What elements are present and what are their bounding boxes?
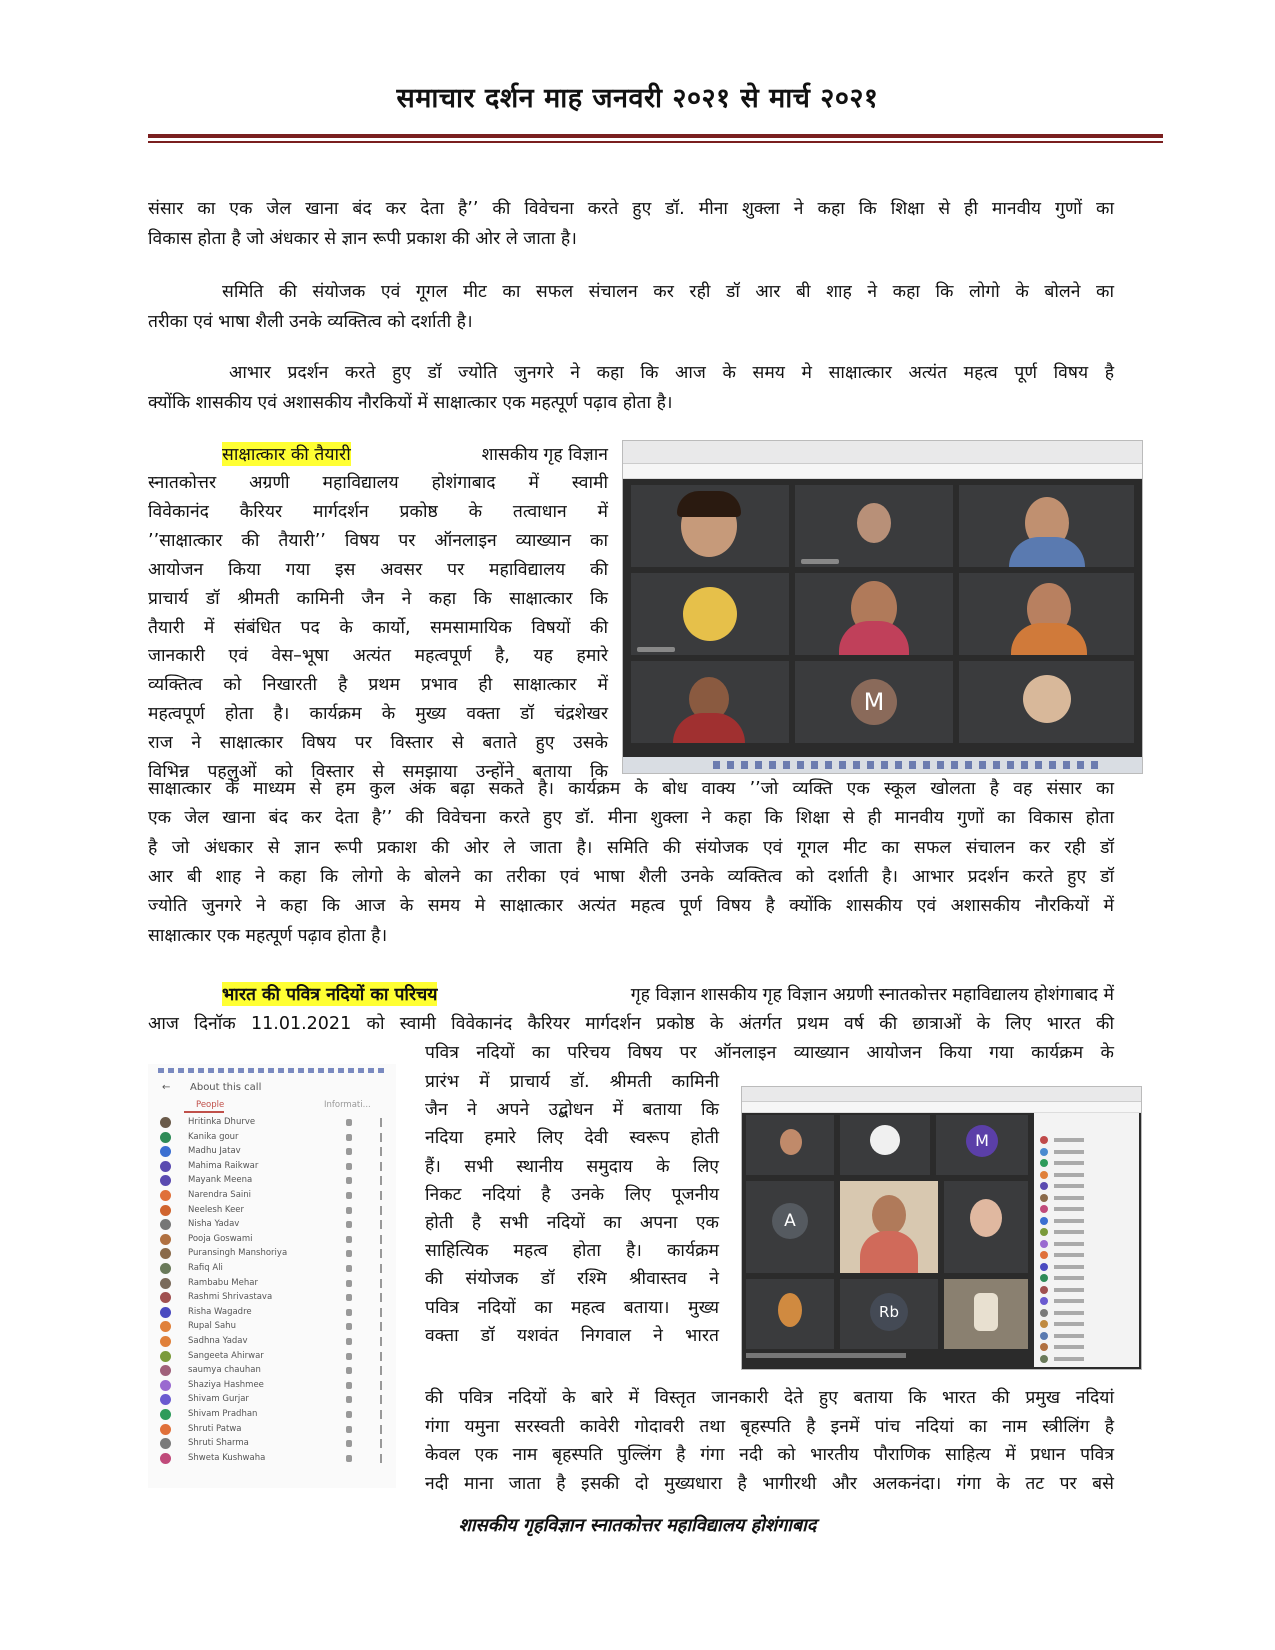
sidebar-participant[interactable] [1040,1181,1135,1191]
article2-bottom-line: केवल एक नाम बृहस्पति पुल्लिंग है गंगा नदी को भारतीय पौराणिक साहित्य में प्रधान पवित्र [425,1445,1114,1465]
mic-icon [346,1440,352,1447]
name-placeholder [1054,1288,1084,1292]
sidebar-participant[interactable] [1040,1250,1135,1260]
video-tile [631,573,789,655]
article1-side-line: आयोजन किया गया इस अवसर पर महाविद्यालय की [148,559,608,580]
mic-icon [346,1192,352,1199]
sidebar-participant[interactable] [1040,1308,1135,1318]
more-options-icon[interactable] [380,1118,382,1127]
name-placeholder [1054,1357,1084,1361]
tab-information[interactable]: Informati... [324,1100,371,1110]
name-placeholder [1054,1276,1084,1280]
more-options-icon[interactable] [380,1191,382,1200]
avatar [160,1263,171,1274]
mic-icon [346,1177,352,1184]
participant-name: Neelesh Keer [188,1204,245,1215]
article1-side-line: विभिन्न पहलुओं को विस्तार से समझाया उन्होंने बताया कि [148,762,608,782]
mic-icon [346,1323,352,1330]
article2-narrow-line: वक्ता डॉ यशवंत निगवाल ने भारत [425,1325,719,1346]
video-tile-speaker [840,1181,938,1273]
name-placeholder [1054,1184,1084,1188]
article1-body-line: आर बी शाह ने कहा कि लोगो के बोलने का तरीका एवं भाषा शैली उनके व्यक्तित्व को दर्शाती है। आभार प्रदर्शन करते हुए डॉ [148,866,1114,887]
participant-row[interactable] [148,1145,396,1159]
mic-icon [346,1119,352,1126]
intro-para1-line2: विकास होता है जो अंधकार से ज्ञान रूपी प्रकाश की ओर ले जाता है। [148,229,577,249]
participant-name: Kanika gour [188,1131,239,1142]
participant-row[interactable] [148,1423,396,1437]
avatar [1040,1159,1048,1167]
article1-side-line: ’’साक्षात्कार की तैयारी’’ विषय पर ऑनलाइन व्याख्यान का [148,530,608,551]
participant-row[interactable] [148,1116,396,1130]
article2-bottom-line: की पवित्र नदियों के बारे में विस्तृत जानकारी देते हुए बताया कि भारत की प्रमुख नदियां [425,1388,1114,1408]
article1-side-line: विवेकानंद कैरियर मार्गदर्शन प्रकोष्ठ के तत्वाधान में [148,501,608,522]
article2-narrow-line: पवित्र नदियों का महत्व बताया। मुख्य [425,1297,719,1318]
mic-icon [346,1411,352,1418]
header-rule-thin [148,141,1163,143]
article1-side-line: महत्वपूर्ण होता है। कार्यक्रम के मुख्य वक्ता डॉ चंद्रशेखर [148,704,608,725]
participant-name: saumya chauhan [188,1365,261,1376]
mic-icon [346,1382,352,1389]
article1-heading: साक्षात्कार की तैयारी [222,442,351,466]
video-tile [746,1279,834,1349]
more-options-icon[interactable] [380,1249,382,1258]
back-arrow-icon[interactable]: ← [162,1082,171,1093]
participant-row[interactable] [148,1233,396,1247]
more-options-icon[interactable] [380,1133,382,1142]
article1-first-line: साक्षात्कार की तैयारी शासकीय गृह विज्ञान [222,442,608,466]
avatar [1040,1228,1048,1236]
status-bar [158,1068,386,1073]
page-title: समाचार दर्शन माह जनवरी २०२१ से मार्च २०२१ [396,83,879,114]
participants-list [148,1116,396,1488]
mic-icon [346,1250,352,1257]
more-options-icon[interactable] [380,1176,382,1185]
participant-name: Narendra Saini [188,1190,252,1200]
article1-side-line: तैयारी में संबंधित पद के कार्यो, समसामायिक विषयों की [148,617,608,638]
browser-address-bar [623,464,1142,479]
article1-body-line: ज्योति जुनगरे ने कहा कि आज के समय मे साक्षात्कार अत्यंत महत्व पूर्ण विषय है क्योंकि शासकीय एवं अशासकीय नौरकियों में [148,896,1114,917]
sidebar-participant[interactable] [1040,1296,1135,1306]
avatar [1040,1194,1048,1202]
browser-address-bar [742,1102,1141,1113]
avatar [1040,1297,1048,1305]
avatar [160,1175,171,1186]
call-participants-panel [148,1064,396,1488]
sidebar-participant[interactable] [1040,1319,1135,1329]
name-placeholder [1054,1173,1084,1177]
sidebar-participant[interactable] [1040,1285,1135,1295]
article2-narrow-line: निकट नदियां है उनके लिए पूजनीय [425,1184,719,1205]
article2-line2: आज दिनॉक 11.01.2021 को स्वामी विवेकानंद कैरियर मार्गदर्शन प्रकोष्ठ के अंतर्गत प्रथम वर्ष की छात्राओं के लिए भारत की [148,1014,1114,1034]
avatar [160,1278,171,1289]
intro-para1-line1: संसार का एक जेल खाना बंद कर देता है’’ की विवेचना करते हुए डॉ. मीना शुक्ला ने कहा कि शिक्षा से ही मानवीय गुणों का [148,199,1114,219]
name-placeholder [1054,1311,1084,1315]
avatar [1040,1343,1048,1351]
video-tile [795,485,953,567]
video-tile [795,661,953,743]
mic-icon [346,1265,352,1272]
video-tile [944,1181,1028,1273]
intro-para3-line2: क्योंकि शासकीय एवं अशासकीय नौरकियों में साक्षात्कार एक महत्पूर्ण पढ़ाव होता है। [148,393,673,413]
article2-first-line: भारत की पवित्र नदियों का परिचय गृह विज्ञान शासकीय गृह विज्ञान अग्रणी स्नातकोत्तर महाविद्यालय होशंगाबाद में [222,982,1114,1006]
sidebar-participant[interactable] [1040,1331,1135,1341]
more-options-icon[interactable] [380,1293,382,1302]
article1-body-line: है जो अंधकार से ज्ञान रूपी प्रकाश की ओर ले जाता है। समिति की संयोजक एवं गूगल मीट का सफल संचालन कर रही डॉ [148,837,1114,858]
name-placeholder [1054,1322,1084,1326]
avatar [160,1365,171,1376]
participant-row[interactable] [148,1437,396,1451]
mic-icon [346,1207,352,1214]
video-tile [936,1115,1028,1175]
avatar [160,1205,171,1216]
avatar [160,1453,171,1464]
avatar [1040,1274,1048,1282]
avatar [160,1307,171,1318]
more-options-icon[interactable] [380,1162,382,1171]
mic-icon [346,1280,352,1287]
more-options-icon[interactable] [380,1395,382,1404]
participant-row[interactable] [148,1247,396,1261]
participant-name: Risha Wagadre [188,1306,252,1317]
avatar [160,1248,171,1259]
name-placeholder [1054,1230,1084,1234]
participant-name: Rafiq Ali [188,1263,223,1273]
participant-name: Shivam Gurjar [188,1394,249,1405]
name-placeholder [1054,1219,1084,1223]
avatar [160,1409,171,1420]
more-options-icon[interactable] [380,1147,382,1156]
video-tile [631,485,789,567]
participant-name: Madhu Jatav [188,1146,241,1157]
sidebar-participant[interactable] [1040,1135,1135,1145]
participant-row[interactable] [148,1393,396,1407]
video-tile [944,1279,1028,1349]
participant-name: Shivam Pradhan [188,1409,258,1419]
sidebar-participant[interactable] [1040,1147,1135,1157]
avatar [1040,1355,1048,1363]
participant-row[interactable] [148,1452,396,1466]
participant-row[interactable] [148,1277,396,1291]
mic-icon [346,1163,352,1170]
article1-side-line: राज ने साक्षात्कार विषय पर विस्तार से बताते हुए उसके [148,733,608,754]
avatar [1040,1286,1048,1294]
mic-icon [346,1426,352,1433]
mic-icon [346,1294,352,1301]
name-placeholder [1054,1299,1084,1303]
article2-bottom-line: नदी माना जाता है इसकी दो मुख्यधारा है भागीरथी और अलकनंदा। गंगा के तट पर बसे [425,1473,1114,1494]
mic-icon [346,1148,352,1155]
participant-row[interactable] [148,1218,396,1232]
more-options-icon[interactable] [380,1439,382,1448]
sidebar-participant[interactable] [1040,1342,1135,1352]
sidebar-participant[interactable] [1040,1239,1135,1249]
avatar [160,1219,171,1230]
sidebar-participant[interactable] [1040,1193,1135,1203]
video-tile [746,1115,834,1175]
participant-row[interactable] [148,1189,396,1203]
avatar [160,1117,171,1128]
mic-icon [346,1309,352,1316]
participant-row[interactable] [148,1408,396,1422]
more-options-icon[interactable] [380,1454,382,1463]
video-tile [840,1279,938,1349]
avatar [1040,1309,1048,1317]
mic-icon [346,1221,352,1228]
name-placeholder [1054,1138,1084,1142]
meet-people-sidebar [1034,1113,1139,1367]
article1-side-line: व्यक्तित्व को निखारती है प्रथम प्रभाव ही साक्षात्कार में [148,675,608,696]
name-placeholder [1054,1242,1084,1246]
more-options-icon[interactable] [380,1425,382,1434]
article2-bottom-line: गंगा यमुना सरस्वती कावेरी गोदावरी तथा बृहस्पति है इनमें पांच नदियां का नाम स्त्रीलिंग है [425,1416,1114,1437]
avatar [160,1161,171,1172]
participant-row[interactable] [148,1262,396,1276]
avatar [160,1292,171,1303]
article2-line3: पवित्र नदियों का परिचय विषय पर ऑनलाइन व्याख्यान आयोजन किया गया कार्यक्रम के [425,1043,1114,1063]
avatar [1040,1251,1048,1259]
participant-row[interactable] [148,1320,396,1334]
video-tile [840,1115,930,1175]
mic-icon [346,1236,352,1243]
video-tile [795,573,953,655]
browser-tabs [623,441,1142,464]
sidebar-participant[interactable] [1040,1170,1135,1180]
participant-row[interactable] [148,1160,396,1174]
sidebar-participant[interactable] [1040,1227,1135,1237]
avatar [160,1132,171,1143]
article2-narrow-line: जैन ने अपने उद्बोधन में बताया कि [425,1100,719,1121]
intro-para2-line2: तरीका एवं भाषा शैली उनके व्यक्तित्व को दर्शाती है। [148,312,473,332]
intro-para3-line1: आभार प्रदर्शन करते हुए डॉ ज्योति जुनगरे ने कहा कि आज के समय मे साक्षात्कार अत्यंत महत्व पूर्ण विषय है [229,363,1114,383]
participant-name: Sadhna Yadav [188,1336,248,1346]
participant-name: Shruti Patwa [188,1423,242,1434]
more-options-icon[interactable] [380,1366,382,1375]
participant-row[interactable] [148,1204,396,1218]
sidebar-participant[interactable] [1040,1262,1135,1272]
sidebar-participant[interactable] [1040,1204,1135,1214]
participant-avatar-m: M [966,1125,998,1157]
avatar [1040,1136,1048,1144]
more-options-icon[interactable] [380,1206,382,1215]
avatar [1040,1205,1048,1213]
name-placeholder [1054,1196,1084,1200]
article2-narrow-line: प्रारंभ में प्राचार्य डॉ. श्रीमती कामिनी [425,1072,719,1092]
name-placeholder [1054,1207,1084,1211]
participant-avatar: M [851,679,897,725]
participant-name: Rashmi Shrivastava [188,1292,273,1303]
mic-icon [346,1455,352,1462]
more-options-icon[interactable] [380,1220,382,1229]
avatar [160,1380,171,1391]
participant-name: Shweta Kushwaha [188,1452,266,1463]
sidebar-participant[interactable] [1040,1273,1135,1283]
participant-row[interactable] [148,1291,396,1305]
video-tile [631,661,789,743]
avatar [160,1394,171,1405]
article2-narrow-line: साहित्यिक महत्व होता है। कार्यक्रम [425,1241,719,1262]
participant-name: Shaziya Hashmee [188,1379,264,1390]
article2-narrow-line: होती है सभी नदियों का अपना एक [425,1213,719,1233]
article2-narrow-line: हैं। सभी स्थानीय समुदाय के लिए [425,1156,719,1177]
avatar [160,1321,171,1332]
browser-tabs [742,1087,1141,1102]
sidebar-participant[interactable] [1040,1216,1135,1226]
header-rule [148,134,1163,138]
participant-name: Pooja Goswami [188,1233,253,1244]
page-footer: शासकीय गृहविज्ञान स्नातकोत्तर महाविद्यालय होशंगाबाद [458,1515,817,1536]
avatar [1040,1263,1048,1271]
intro-para2-line1: समिति की संयोजक एवं गूगल मीट का सफल संचालन कर रही डॉ आर बी शाह ने कहा कि लोगो के बोलने का [222,282,1114,302]
participant-name: Hritinka Dhurve [188,1117,256,1127]
article2-narrow-line: नदिया हमारे लिए देवी स्वरूप होती [425,1128,719,1149]
name-placeholder [1054,1253,1084,1257]
participant-name: Nisha Yadav [188,1219,240,1230]
participant-row[interactable] [148,1364,396,1378]
avatar [1040,1320,1048,1328]
mic-icon [346,1367,352,1374]
article2-narrow-line: की संयोजक डॉ रश्मि श्रीवास्तव ने [425,1269,719,1290]
more-options-icon[interactable] [380,1322,382,1331]
article1-body-line: साक्षात्कार के माध्यम से हम कुल अंक बढ़ा सकते है। कार्यक्रम के बोध वाक्य ’’जो व्यक्ति एक स्कूल खोलता है वह संसार का [148,779,1114,799]
name-placeholder [1054,1150,1084,1154]
name-placeholder [1054,1161,1084,1165]
name-placeholder [1054,1265,1084,1269]
avatar [160,1146,171,1157]
participant-row[interactable] [148,1379,396,1393]
avatar [1040,1332,1048,1340]
meet-screenshot-1 [622,440,1143,774]
more-options-icon[interactable] [380,1279,382,1288]
article1-body-line: साक्षात्कार एक महत्पूर्ण पढ़ाव होता है। [148,925,388,946]
participant-name: Sangeeta Ahirwar [188,1350,264,1361]
more-options-icon[interactable] [380,1264,382,1273]
sidebar-participant[interactable] [1040,1158,1135,1168]
participant-name: Shruti Sharma [188,1438,249,1449]
mic-icon [346,1353,352,1360]
participant-avatar-a: A [772,1203,808,1239]
participant-name: Rupal Sahu [188,1321,236,1332]
tab-people[interactable]: People [196,1100,225,1110]
video-tile [959,485,1134,567]
meet-screenshot-2 [741,1086,1142,1370]
mic-icon [346,1338,352,1345]
more-options-icon[interactable] [380,1308,382,1317]
avatar [1040,1182,1048,1190]
avatar [160,1351,171,1362]
more-options-icon[interactable] [380,1410,382,1419]
participant-name: Mahima Raikwar [188,1160,259,1171]
participant-row[interactable] [148,1174,396,1188]
avatar [1040,1240,1048,1248]
name-placeholder [1054,1334,1084,1338]
video-tile [746,1181,834,1273]
avatar [160,1190,171,1201]
avatar [1040,1171,1048,1179]
participant-row[interactable] [148,1335,396,1349]
video-tile [959,573,1134,655]
sidebar-participant[interactable] [1040,1354,1135,1364]
more-options-icon[interactable] [380,1337,382,1346]
participant-row[interactable] [148,1131,396,1145]
avatar [160,1438,171,1449]
mic-icon [346,1396,352,1403]
article1-side-line: जानकारी एवं वेस–भूषा अत्यंत महत्वपूर्ण है, यह हमारे [148,646,608,667]
video-tile [959,661,1134,743]
name-placeholder [1054,1345,1084,1349]
avatar [1040,1148,1048,1156]
more-options-icon[interactable] [380,1381,382,1390]
more-options-icon[interactable] [380,1352,382,1361]
avatar [160,1424,171,1435]
article1-side-line: स्नातकोत्तर अग्रणी महाविद्यालय होशंगाबाद में स्वामी [148,473,608,493]
article2-heading: भारत की पवित्र नदियों का परिचय [222,982,437,1006]
more-options-icon[interactable] [380,1235,382,1244]
avatar [1040,1217,1048,1225]
article1-body-line: एक जेल खाना बंद कर देता है’’ की विवेचना करते हुए डॉ. मीना शुक्ला ने कहा कि शिक्षा से ही मानवीय गुणों का विकास होता [148,808,1114,829]
participant-avatar-rb: Rb [870,1293,908,1331]
avatar [160,1336,171,1347]
participant-name: Puransingh Manshoriya [188,1248,288,1259]
article1-side-line: प्राचार्य डॉ श्रीमती कामिनी जैन ने कहा कि साक्षात्कार कि [148,588,608,609]
participant-name: Rambabu Mehar [188,1277,258,1288]
participant-row[interactable] [148,1350,396,1364]
avatar [160,1234,171,1245]
participant-name: Mayank Meena [188,1175,253,1186]
call-panel-title: About this call [190,1082,262,1093]
mic-icon [346,1134,352,1141]
windows-taskbar [623,757,1142,773]
participant-row[interactable] [148,1306,396,1320]
